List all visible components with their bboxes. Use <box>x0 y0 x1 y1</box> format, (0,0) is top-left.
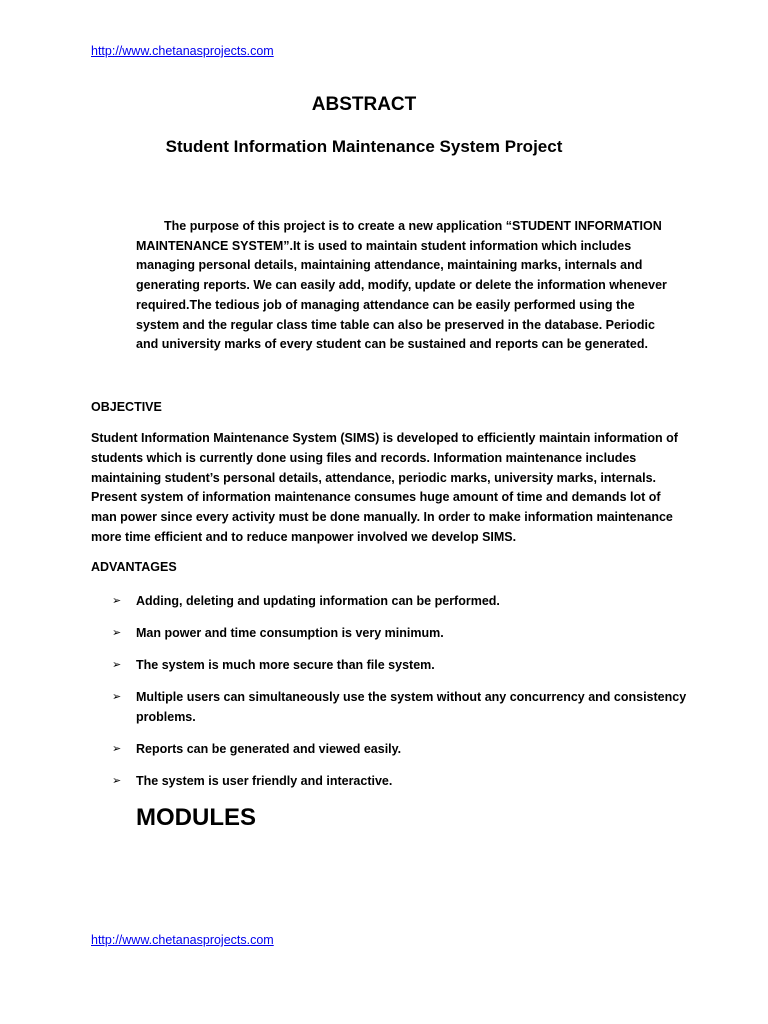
list-item-text: The system is user friendly and interactive. <box>136 773 393 788</box>
list-item <box>91 772 691 792</box>
list-item <box>91 740 691 760</box>
arrow-bullet-icon: ➢ <box>112 742 122 755</box>
header-url-link[interactable]: http://www.chetanasprojects.com <box>91 44 274 58</box>
list-item <box>91 624 691 644</box>
abstract-paragraph: The purpose of this project is to create a new application “STUDENT INFORMATION MAINTENANCE SYSTEM”.It is used to maintain student information which includes managing personal details, maintaining attendance, maintaining marks, internals and generating reports. We can easily add, modify, update or delete the information whenever required.The tedious job of managing attendance can be easily performed using the system and the regular class time table can also be preserved in the database. Periodic and university marks of every student can be sustained and reports can be generated. <box>136 219 667 352</box>
arrow-bullet-icon: ➢ <box>112 627 122 639</box>
list-item-text: Reports can be generated and viewed easily. <box>136 741 402 756</box>
list-item-text: The system is much more secure than file system. <box>136 658 435 672</box>
arrow-bullet-icon: ➢ <box>112 774 122 787</box>
project-title: Student Information Maintenance System Project <box>165 137 563 156</box>
arrow-bullet-icon: ➢ <box>112 659 122 671</box>
list-item-text: Multiple users can simultaneously use the system without any concurrency and consistency problems. <box>136 690 687 724</box>
modules-heading: MODULES <box>136 804 256 831</box>
list-item <box>91 592 691 612</box>
objective-paragraph: Student Information Maintenance System (SIMS) is developed to efficiently maintain information of students which is currently done using files and records. Information maintenance includes maintaining student’s personal details, attendance, periodic marks, university marks, internals. Present system of information maintenance consumes huge amount of time and demands lot of man power since every activity must be done manually. In order to make information maintenance more time efficient and to reduce manpower involved we develop SIMS. <box>91 431 678 544</box>
list-item <box>91 688 691 727</box>
arrow-bullet-icon: ➢ <box>112 595 122 607</box>
page-title: ABSTRACT <box>311 94 417 115</box>
advantages-heading: ADVANTAGES <box>91 560 177 574</box>
list-item-text: Man power and time consumption is very minimum. <box>136 626 444 640</box>
arrow-bullet-icon: ➢ <box>112 691 122 703</box>
objective-heading: OBJECTIVE <box>91 400 162 414</box>
list-item-text: Adding, deleting and updating information can be performed. <box>136 594 500 608</box>
footer-url-link[interactable]: http://www.chetanasprojects.com <box>91 933 274 947</box>
advantages-list <box>91 592 691 804</box>
list-item <box>91 656 691 676</box>
